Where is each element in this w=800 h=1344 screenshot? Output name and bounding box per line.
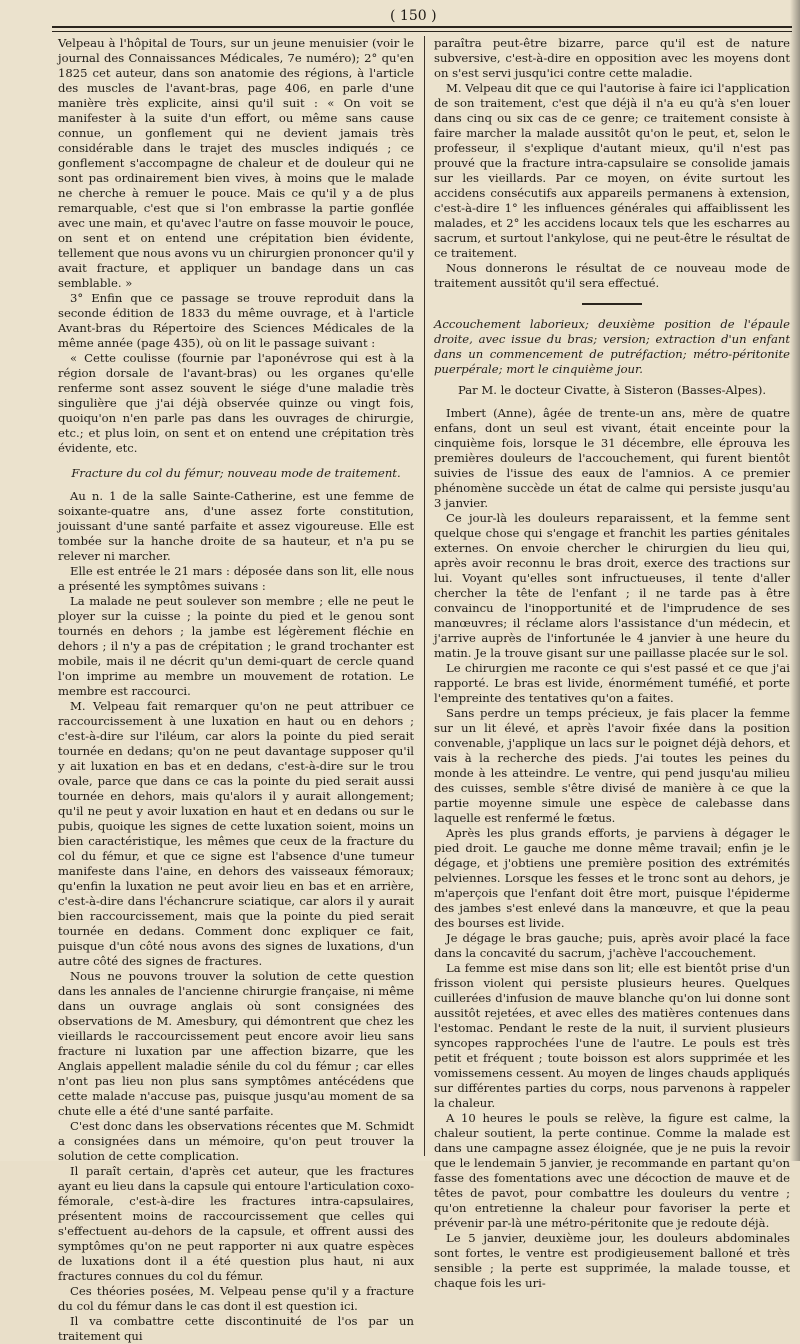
paragraph: A 10 heures le pouls se relève, la figure est calme, la chaleur soutient, la perte continue. Comme la malade est dans une campagne assez éloignée, que je ne puis la revoir que le lendemain 5 janvier, je recommande en partant qu'on fasse des fomentations avec une décoction de mauve et de têtes de pavot, pour combattre les douleurs du ventre ; qu'on entretienne la chaleur pour favoriser la perte et prévenir par-là une métro-péritonite que je redoute déjà. [434, 1111, 790, 1230]
section-separator [582, 303, 642, 305]
paragraph: Il paraît certain, d'après cet auteur, que les fractures ayant eu lieu dans la capsule qui entoure l'articulation coxo-fémorale, c'est-à-dire les fractures intra-capsulaires, présentent moins de raccourcissement que celles qui s'effectuent au-dehors de la capsule, et offrent aussi des symptômes qu'on ne peut rapporter ni aux quatre espèces de luxations dont il a été question plus haut, ni aux fractures connues du col du fémur. [58, 1164, 414, 1283]
paragraph: Elle est entrée le 21 mars : déposée dans son lit, elle nous a présenté les symptômes suivans : [58, 564, 414, 593]
header-rule [52, 26, 792, 28]
paragraph: Ces théories posées, M. Velpeau pense qu'il y a fracture du col du fémur dans le cas dont il est question ici. [58, 1284, 414, 1313]
paragraph: paraîtra peut-être bizarre, parce qu'il est de nature subversive, c'est-à-dire en opposition avec les moyens dont on s'est servi jusqu'ici contre cette maladie. [434, 36, 790, 80]
page-header [0, 4, 800, 32]
paragraph: Ce jour-là les douleurs reparaissent, et la femme sent quelque chose qui s'engage et franchit les parties génitales externes. On envoie chercher le chirurgien du lieu qui, après avoir reconnu le bras droit, exerce des tractions sur lui. Voyant qu'elles sont infructueuses, il tente d'aller chercher la tête de l'enfant ; il ne tarde pas à être convaincu de l'inopportunité et de l'imprudence de ses manœuvres; il réclame alors l'assistance d'un médecin, et j'arrive auprès de l'infortunée le 4 janvier à une heure du matin. Je la trouve gisant sur une paillasse placée sur le sol. [434, 511, 790, 660]
paragraph: « Cette coulisse (fournie par l'aponévrose qui est à la région dorsale de l'avant-bras) ou les organes qu'elle renferme sont assez souvent le siége d'une maladie très singulière que j'ai déjà observée quinze ou vingt fois, quoiqu'on n'en parle pas dans les ouvrages de chirurgie, etc.; et plus loin, on sent et on entend une crépitation très évidente, etc. [58, 351, 414, 455]
paragraph: Velpeau à l'hôpital de Tours, sur un jeune menuisier (voir le journal des Connaissances Médicales, 7e numéro); 2° qu'en 1825 cet auteur, dans son anatomie des régions, à l'article des muscles de l'avant-bras, page 406, en parle d'une manière très explicite, ainsi qu'il suit : « On voit se manifester à la suite d'un effort, ou même sans cause connue, un gonflement qui ne devient jamais très considérable dans le trajet des muscles indiqués ; ce gonflement s'accompagne de chaleur et de douleur qui ne sont pas ordinairement bien vives, à moins que le malade ne cherche à remuer le pouce. Mais ce qu'il y a de plus remarquable, c'est que si l'on embrasse la partie gonflée avec une main, et qu'avec l'autre on fasse mouvoir le pouce, on sent et on entend une crépitation bien évidente, tellement que nous avons vu un chirurgien prononcer qu'il y avait fracture, et appliquer un bandage dans un cas semblable. » [58, 36, 414, 290]
paragraph: Imbert (Anne), âgée de trente-un ans, mère de quatre enfans, dont un seul est vivant, était enceinte pour la cinquième fois, lorsque le 31 décembre, elle éprouva les premières douleurs de l'accouchement, qui furent bientôt suivies de l'issue des eaux de l'amnios. A ce premier phénomène succède un état de calme qui persiste jusqu'au 3 janvier. [434, 406, 790, 510]
paragraph: Le 5 janvier, deuxième jour, les douleurs abdominales sont fortes, le ventre est prodigieusement balloné et très sensible ; la perte est supprimée, la malade tousse, et chaque fois les uri- [434, 1231, 790, 1290]
paragraph: 3° Enfin que ce passage se trouve reproduit dans la seconde édition de 1833 du même ouvrage, et à l'article Avant-bras du Répertoire des Sciences Médicales de la même année (page 435), où on lit le passage suivant : [58, 291, 414, 350]
page-edge-shadow [790, 0, 800, 1161]
paragraph: Je dégage le bras gauche; puis, après avoir placé la face dans la concavité du sacrum, j'achève l'accouchement. [434, 931, 790, 960]
article-author: Par M. le docteur Civatte, à Sisteron (Basses-Alpes). [457, 383, 767, 397]
paragraph: Après les plus grands efforts, je parviens à dégager le pied droit. Le gauche me donne même travail; enfin je le dégage, et j'obtiens une première position des extrémités pelviennes. Lorsque les fesses et le tronc sont au dehors, je m'aperçois que l'enfant doit être mort, puisque l'épiderme des jambes s'est enlevé dans la manœuvre, et que la peau des bourses est livide. [434, 826, 790, 930]
header-rule-thin [52, 31, 792, 32]
paragraph: La malade ne peut soulever son membre ; elle ne peut le ployer sur la cuisse ; la pointe du pied et le genou sont tournés en dehors ; la jambe est légèrement fléchie en dehors ; il n'y a pas de crépitation ; le grand trochanter est mobile, mais il ne décrit qu'un demi-quart de cercle quand l'on imprime au membre un mouvement de rotation. Le membre est raccourci. [58, 594, 414, 698]
paragraph: Sans perdre un temps précieux, je fais placer la femme sur un lit élevé, et après l'avoir fixée dans la position convenable, j'applique un lacs sur le poignet déjà dehors, et vais à la recherche des pieds. J'ai toutes les peines du monde à les atteindre. Le ventre, qui pend jusqu'au milieu des cuisses, semble s'être divisé de manière à ce que la partie moyenne simule une espèce de calebasse dans laquelle est renfermé le fœtus. [434, 706, 790, 825]
paragraph: C'est donc dans les observations récentes que M. Schmidt a consignées dans un mémoire, qu'on peut trouver la solution de cette complication. [58, 1119, 414, 1163]
paragraph: La femme est mise dans son lit; elle est bientôt prise d'un frisson violent qui persiste plusieurs heures. Quelques cuillerées d'infusion de mauve blanche qu'on lui donne sont aussitôt rejetées, et avec elles des matières contenues dans l'estomac. Pendant le reste de la nuit, il survient plusieurs syncopes rapprochées l'une de l'autre. Le pouls est très petit et fréquent ; toute boisson est alors supprimée et les vomissemens cessent. Au moyen de linges chauds appliqués sur différentes parties du corps, nous parvenons à rappeler la chaleur. [434, 961, 790, 1110]
left-column [58, 36, 414, 1344]
paragraph: M. Velpeau dit que ce qui l'autorise à faire ici l'application de son traitement, c'est que déjà il n'a eu qu'à s'en louer dans cinq ou six cas de ce genre; ce traitement consiste à faire marcher la malade aussitôt qu'on le peut, et, selon le professeur, il s'explique d'autant mieux, qu'il n'est pas prouvé que la fracture intra-capsulaire se consolide jamais sur les vieillards. Par ce moyen, on évite surtout les accidens consécutifs aux appareils permanens à extension, c'est-à-dire 1° les influences générales qui affaiblissent les malades, et 2° les accidens locaux tels que les escharres au sacrum, et surtout l'ankylose, qui ne peut-être le résultat de ce traitement. [434, 81, 790, 260]
right-column [434, 36, 790, 1291]
paragraph: Nous ne pouvons trouver la solution de cette question dans les annales de l'ancienne chirurgie française, ni même dans un ouvrage anglais où sont consignées des observations de M. Amesbury, qui démontrent que chez les vieillards le raccourcissement peut encore avoir lieu sans fracture ni luxation par une affection bizarre, que les Anglais appellent maladie sénile du col du fémur ; car elles n'ont pas lieu non plus sans symptômes antécédens que cette malade n'accuse pas, puisque jusqu'au moment de sa chute elle a été d'une santé parfaite. [58, 969, 414, 1118]
article-title: Accouchement laborieux; deuxième position de l'épaule droite, avec issue du bras; version; extraction d'un enfant dans un commencement de putréfaction; métro-péritonite puerpérale; mort le cinquième jour. [434, 317, 790, 376]
paragraph: Au n. 1 de la salle Sainte-Catherine, est une femme de soixante-quatre ans, d'une assez forte constitution, jouissant d'une santé parfaite et assez vigoureuse. Elle est tombée sur la hanche droite de sa hauteur, et n'a pu se relever ni marcher. [58, 489, 414, 563]
column-divider [424, 36, 425, 1156]
paragraph: Il va combattre cette discontinuité de l'os par un traitement qui [58, 1314, 414, 1343]
section-title: Fracture du col du fémur; nouveau mode de traitement. [71, 466, 401, 480]
paragraph: Nous donnerons le résultat de ce nouveau mode de traitement aussitôt qu'il sera effectué. [434, 261, 790, 290]
paragraph: Le chirurgien me raconte ce qui s'est passé et ce que j'ai rapporté. Le bras est livide, énormément tuméfié, et porte l'empreinte des tentatives qu'on a faites. [434, 661, 790, 705]
paragraph: M. Velpeau fait remarquer qu'on ne peut attribuer ce raccourcissement à une luxation en haut ou en dehors ; c'est-à-dire sur l'iléum, car alors la pointe du pied serait tournée en dedans; qu'on ne peut davantage supposer qu'il y ait luxation en bas et en dedans, c'est-à-dire sur le trou ovale, parce que dans ce cas la pointe du pied serait aussi tournée en dehors, mais qu'alors il y aurait allongement; qu'il ne peut y avoir luxation en haut et en dedans ou sur le pubis, quoique les signes de cette luxation soient, moins un bien caractéristique, les mêmes que ceux de la fracture du col du fémur, et que ce signe est l'absence d'une tumeur manifeste dans l'aine, en dehors des vaisseaux fémoraux; qu'enfin la luxation ne peut avoir lieu en bas et en arrière, c'est-à-dire dans l'échancrure sciatique, car alors il y aurait bien raccourcissement, mais que la pointe du pied serait tournée en dedans. Comment donc expliquer ce fait, puisque d'un côté nous avons des signes de luxations, d'un autre côté des signes de fractures. [58, 699, 414, 968]
page-number: ( 150 ) [390, 8, 437, 24]
